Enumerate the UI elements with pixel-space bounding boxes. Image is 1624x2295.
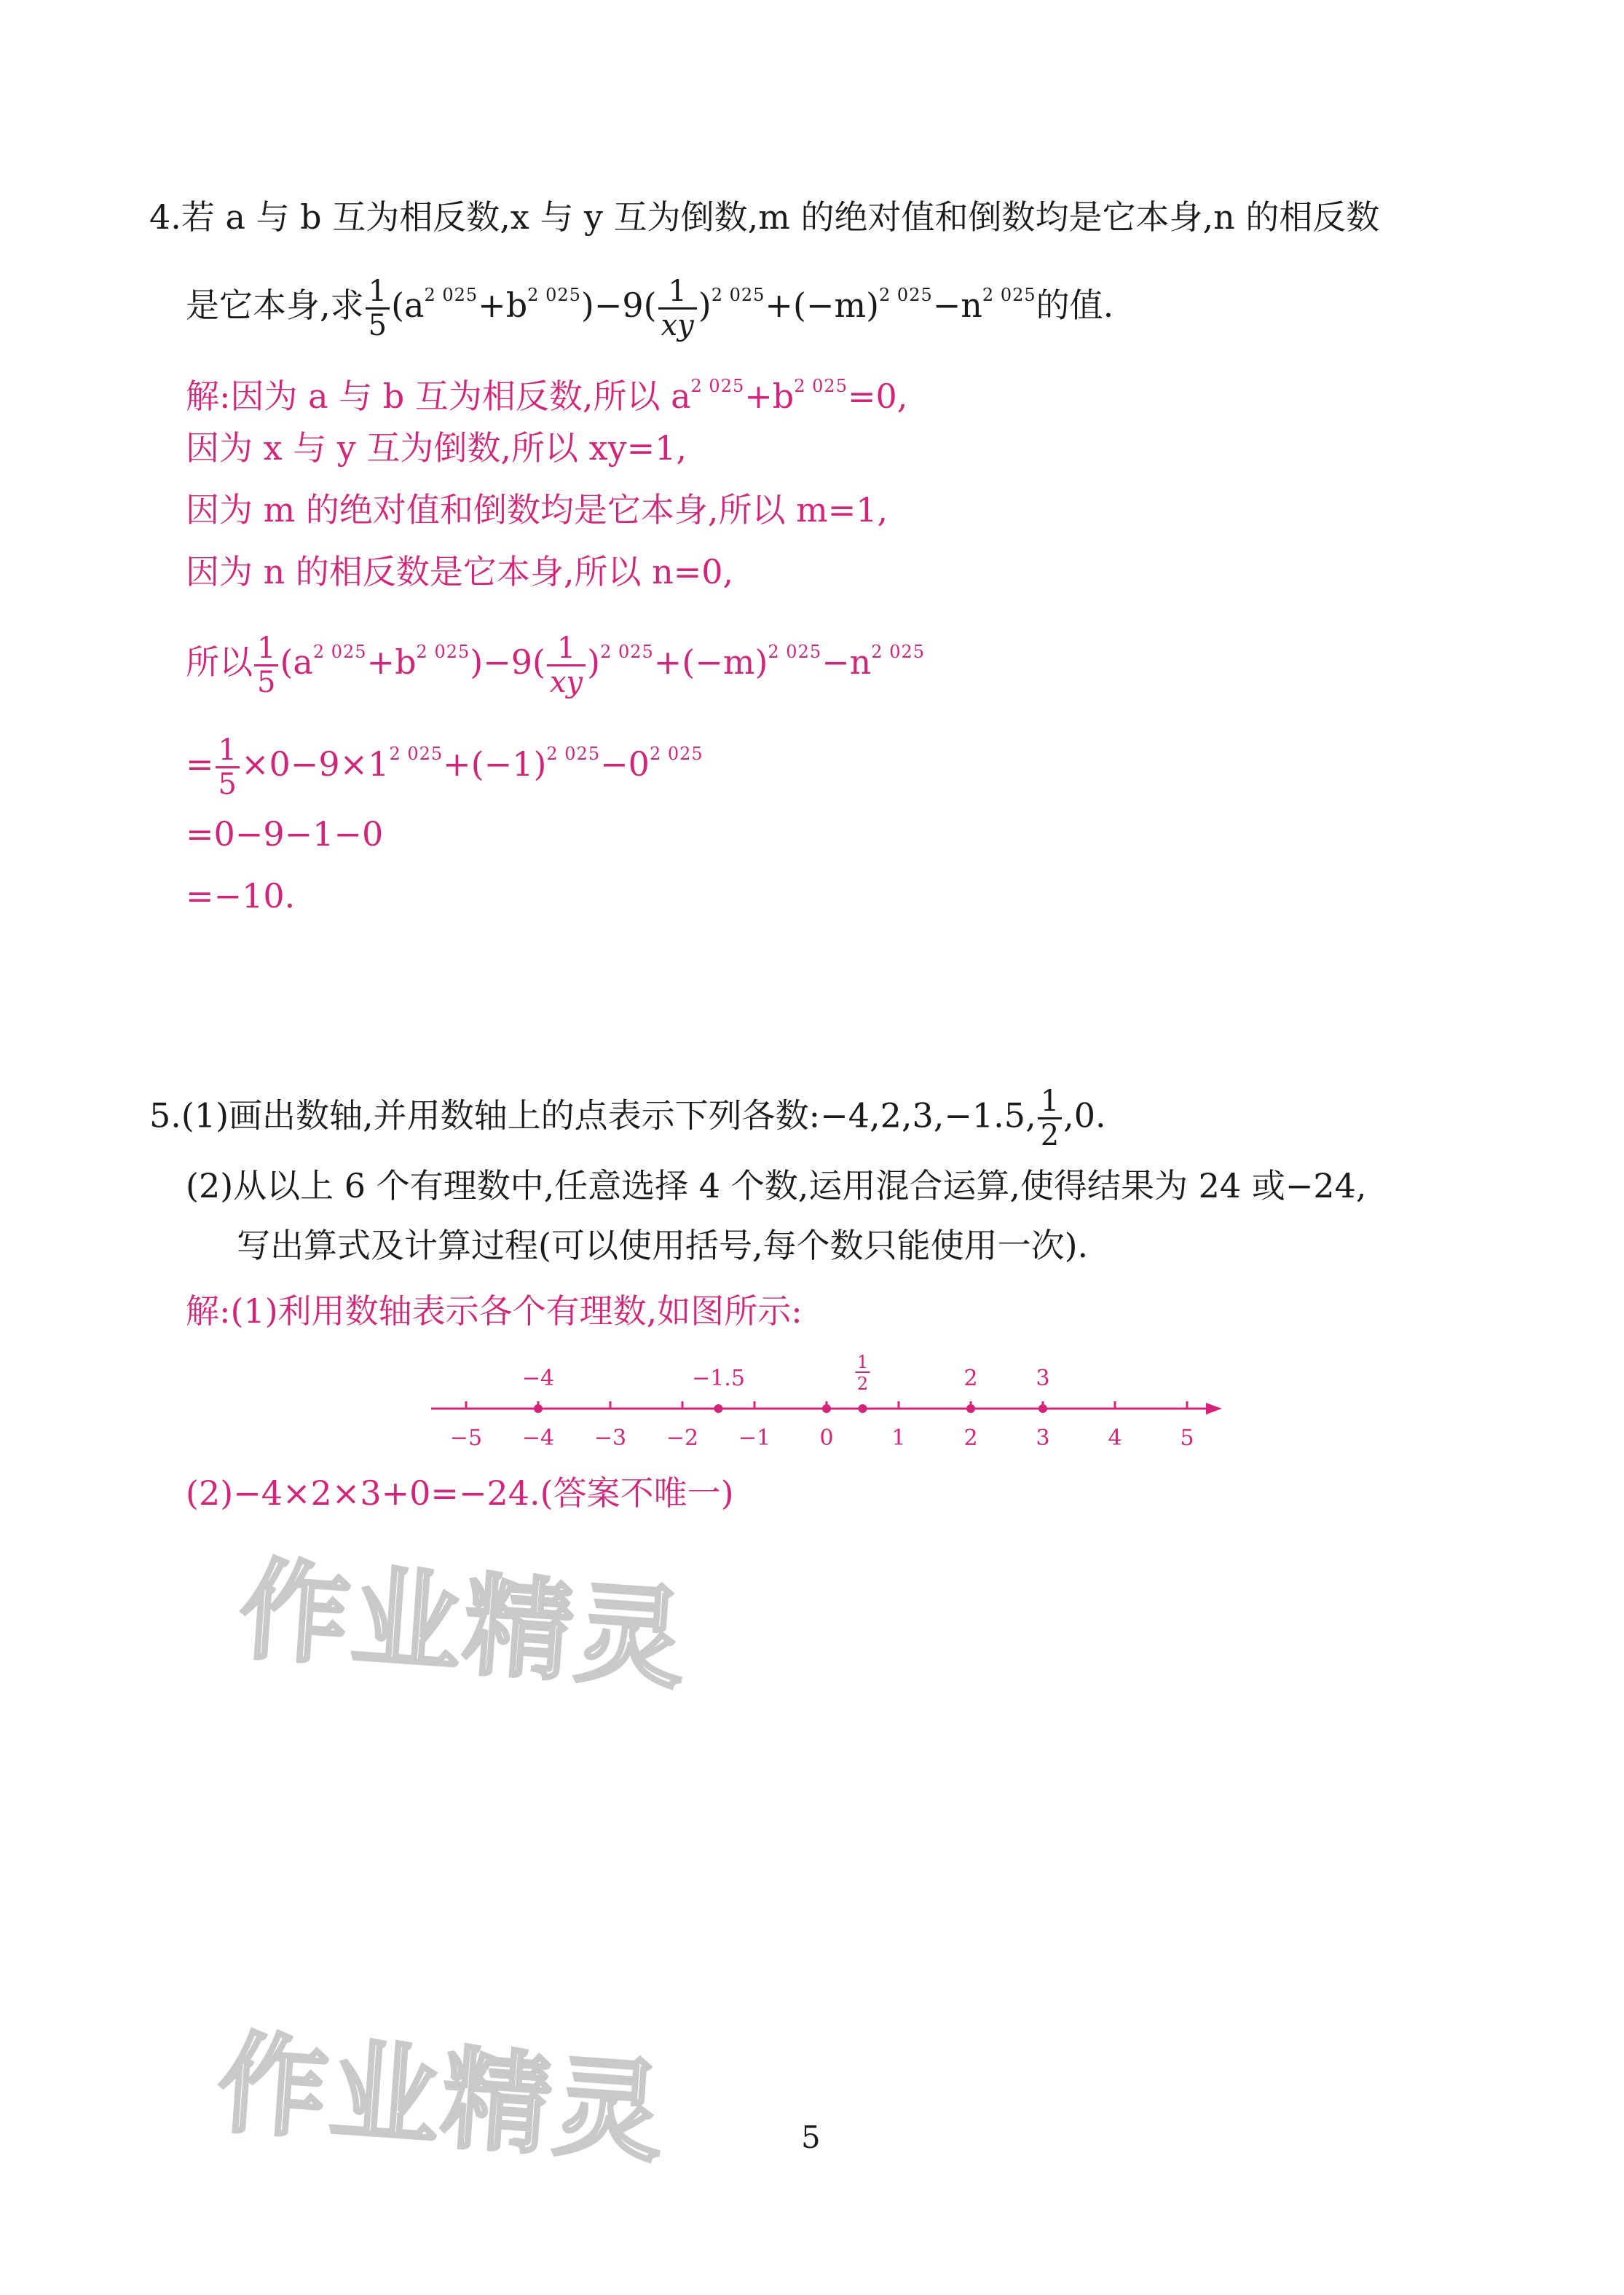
- q5-line3: 写出算式及计算过程(可以使用括号,每个数只能使用一次).: [237, 1226, 1089, 1265]
- axis-tick-label: −3: [594, 1425, 627, 1451]
- number-line-point: [714, 1404, 723, 1413]
- point-label-numerator: 1: [856, 1352, 869, 1372]
- axis-tick-label: 5: [1180, 1425, 1194, 1451]
- axis-tick-label: 3: [1036, 1425, 1050, 1451]
- number-line-point: [1038, 1404, 1047, 1413]
- a4-line6: = $\frac{1}{5}$ $\times 0-9\times 1^{2 025}+(-1)^{2 025}-0^{2 025}$: [186, 733, 703, 801]
- a4-line3: 因为 m 的绝对值和倒数均是它本身,所以 m=1,: [186, 490, 888, 530]
- axis-tick-label: −1: [738, 1425, 771, 1451]
- axis-tick-label: 0: [819, 1425, 834, 1451]
- fraction-one-over-xy: $\frac{1}{xy}$: [658, 275, 697, 342]
- point-label: −4: [521, 1366, 555, 1391]
- fraction-one-half: $\frac{1}{2}$: [1038, 1085, 1062, 1152]
- arrow-icon: [1206, 1403, 1222, 1414]
- a5-line2: (2)−4×2×3+0=−24.(答案不唯一): [186, 1473, 734, 1513]
- q4-line2-a: 是它本身,求: [186, 286, 364, 325]
- axis-tick-label: −5: [449, 1425, 483, 1451]
- q4-expr-c: )−9(: [580, 286, 657, 325]
- q4-line1: 4.若 a 与 b 互为相反数,x 与 y 互为倒数,m 的绝对值和倒数均是它本身,n 的相反数: [149, 197, 1380, 237]
- a4-line7: =0−9−1−0: [186, 814, 384, 854]
- q4-expr-b: +b: [478, 286, 528, 325]
- number-line-point: [859, 1404, 867, 1413]
- q4-expr-f: −n: [932, 286, 982, 325]
- exponent: 2 025: [711, 285, 765, 305]
- number-line-point: [822, 1404, 831, 1413]
- q4-line2: [186, 273, 1113, 342]
- exponent: 2 025: [424, 285, 478, 305]
- exponent: 2 025: [879, 285, 933, 305]
- axis-tick-label: 2: [963, 1425, 978, 1451]
- q5-line1: 5.(1)画出数轴,并用数轴上的点表示下列各数:−4,2,3,−1.5, $\frac{1}{2}$ ,0.: [149, 1084, 1106, 1152]
- number-line-diagram: [422, 1347, 1238, 1457]
- a5-line1: 解:(1)利用数轴表示各个有理数,如图所示:: [186, 1291, 803, 1331]
- axis-tick-label: −4: [521, 1425, 555, 1451]
- point-label-denominator: 2: [856, 1374, 869, 1394]
- point-label: 2: [963, 1366, 978, 1391]
- exponent: 2 025: [982, 285, 1036, 305]
- axis-tick-label: 1: [891, 1425, 906, 1451]
- watermark-logo: 作业精灵: [235, 1546, 693, 1705]
- point-label: −1.5: [692, 1366, 745, 1391]
- fraction-one-fifth: $\frac{1}{5}$: [366, 275, 390, 342]
- exponent: 2 025: [527, 285, 581, 305]
- page-number: 5: [801, 2119, 821, 2155]
- point-label: 3: [1036, 1366, 1050, 1391]
- number-line-point: [534, 1404, 543, 1413]
- watermark-logo: 作业精灵: [213, 2020, 671, 2178]
- a4-line8: =−10.: [186, 876, 296, 916]
- a4-line1: 解:因为 a 与 b 互为相反数,所以 $a^{2 025}+b^{2 025}=0$,: [186, 376, 908, 416]
- a4-line2: 因为 x 与 y 互为倒数,所以 xy=1,: [186, 428, 687, 468]
- number-line-point: [966, 1404, 975, 1413]
- a4-line4: 因为 n 的相反数是它本身,所以 n=0,: [186, 552, 734, 591]
- a4-line5: 所以 $\frac{1}{5}$ $(a^{2 025}+b^{2 025})-9$( $\frac{1}{xy}$ )$^{2 025}+(-m)^{2 025}-n^{2 025}$: [186, 631, 926, 699]
- axis-tick-label: −2: [666, 1425, 699, 1451]
- q4-expr-e: +(−m): [765, 286, 880, 325]
- q4-expr-a: (a: [391, 286, 425, 325]
- q5-line2: (2)从以上 6 个有理数中,任意选择 4 个数,运用混合运算,使得结果为 24 或−24,: [186, 1166, 1367, 1205]
- q4-expr-d: ): [698, 286, 712, 325]
- q4-expr-g: 的值.: [1036, 286, 1114, 325]
- axis-tick-label: 4: [1108, 1425, 1122, 1451]
